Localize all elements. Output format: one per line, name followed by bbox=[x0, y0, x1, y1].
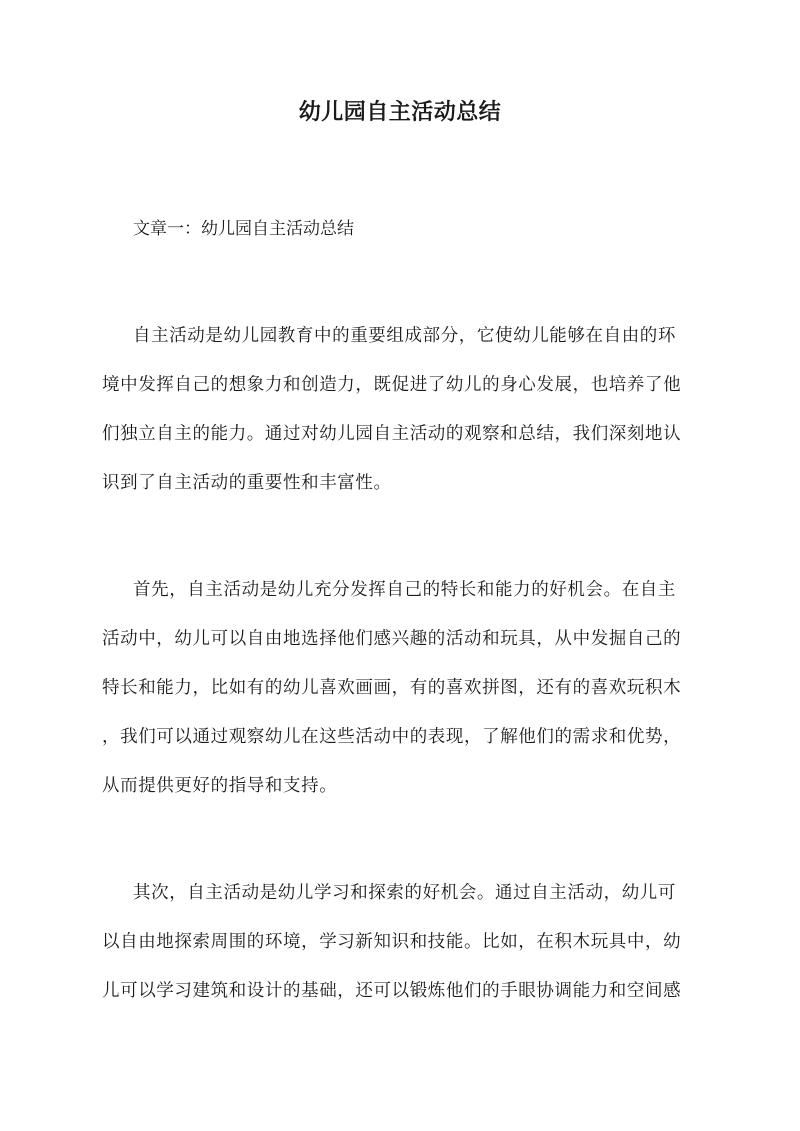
paragraph-line: ，我们可以通过观察幼儿在这些活动中的表现，了解他们的需求和优势， bbox=[102, 727, 682, 747]
page-title: 幼儿园自主活动总结 bbox=[298, 99, 502, 125]
paragraph-line: 其次，自主活动是幼儿学习和探索的好机会。通过自主活动，幼儿可 bbox=[133, 883, 676, 903]
article-subtitle: 文章一：幼儿园自主活动总结 bbox=[133, 219, 354, 239]
paragraph-line: 特长和能力，比如有的幼儿喜欢画画，有的喜欢拼图，还有的喜欢玩积木 bbox=[102, 678, 682, 698]
paragraph-line: 首先，自主活动是幼儿充分发挥自己的特长和能力的好机会。在自主 bbox=[133, 580, 676, 600]
paragraph-line: 境中发挥自己的想象力和创造力，既促进了幼儿的身心发展，也培养了他 bbox=[102, 375, 682, 395]
paragraph-line: 以自由地探索周围的环境，学习新知识和技能。比如，在积木玩具中，幼 bbox=[102, 932, 682, 952]
paragraph-line: 们独立自主的能力。通过对幼儿园自主活动的观察和总结，我们深刻地认 bbox=[102, 424, 682, 444]
paragraph-line: 自主活动是幼儿园教育中的重要组成部分，它使幼儿能够在自由的环 bbox=[133, 326, 676, 346]
paragraph-line: 从而提供更好的指导和支持。 bbox=[102, 776, 338, 796]
paragraph-line: 儿可以学习建筑和设计的基础，还可以锻炼他们的手眼协调能力和空间感 bbox=[102, 981, 682, 1001]
paragraph-1 bbox=[102, 312, 702, 508]
paragraph-line: 活动中，幼儿可以自由地选择他们感兴趣的活动和玩具，从中发掘自己的 bbox=[102, 629, 682, 649]
paragraph-3 bbox=[102, 869, 702, 1016]
paragraph-2 bbox=[102, 566, 702, 811]
paragraph-line: 识到了自主活动的重要性和丰富性。 bbox=[102, 473, 392, 493]
